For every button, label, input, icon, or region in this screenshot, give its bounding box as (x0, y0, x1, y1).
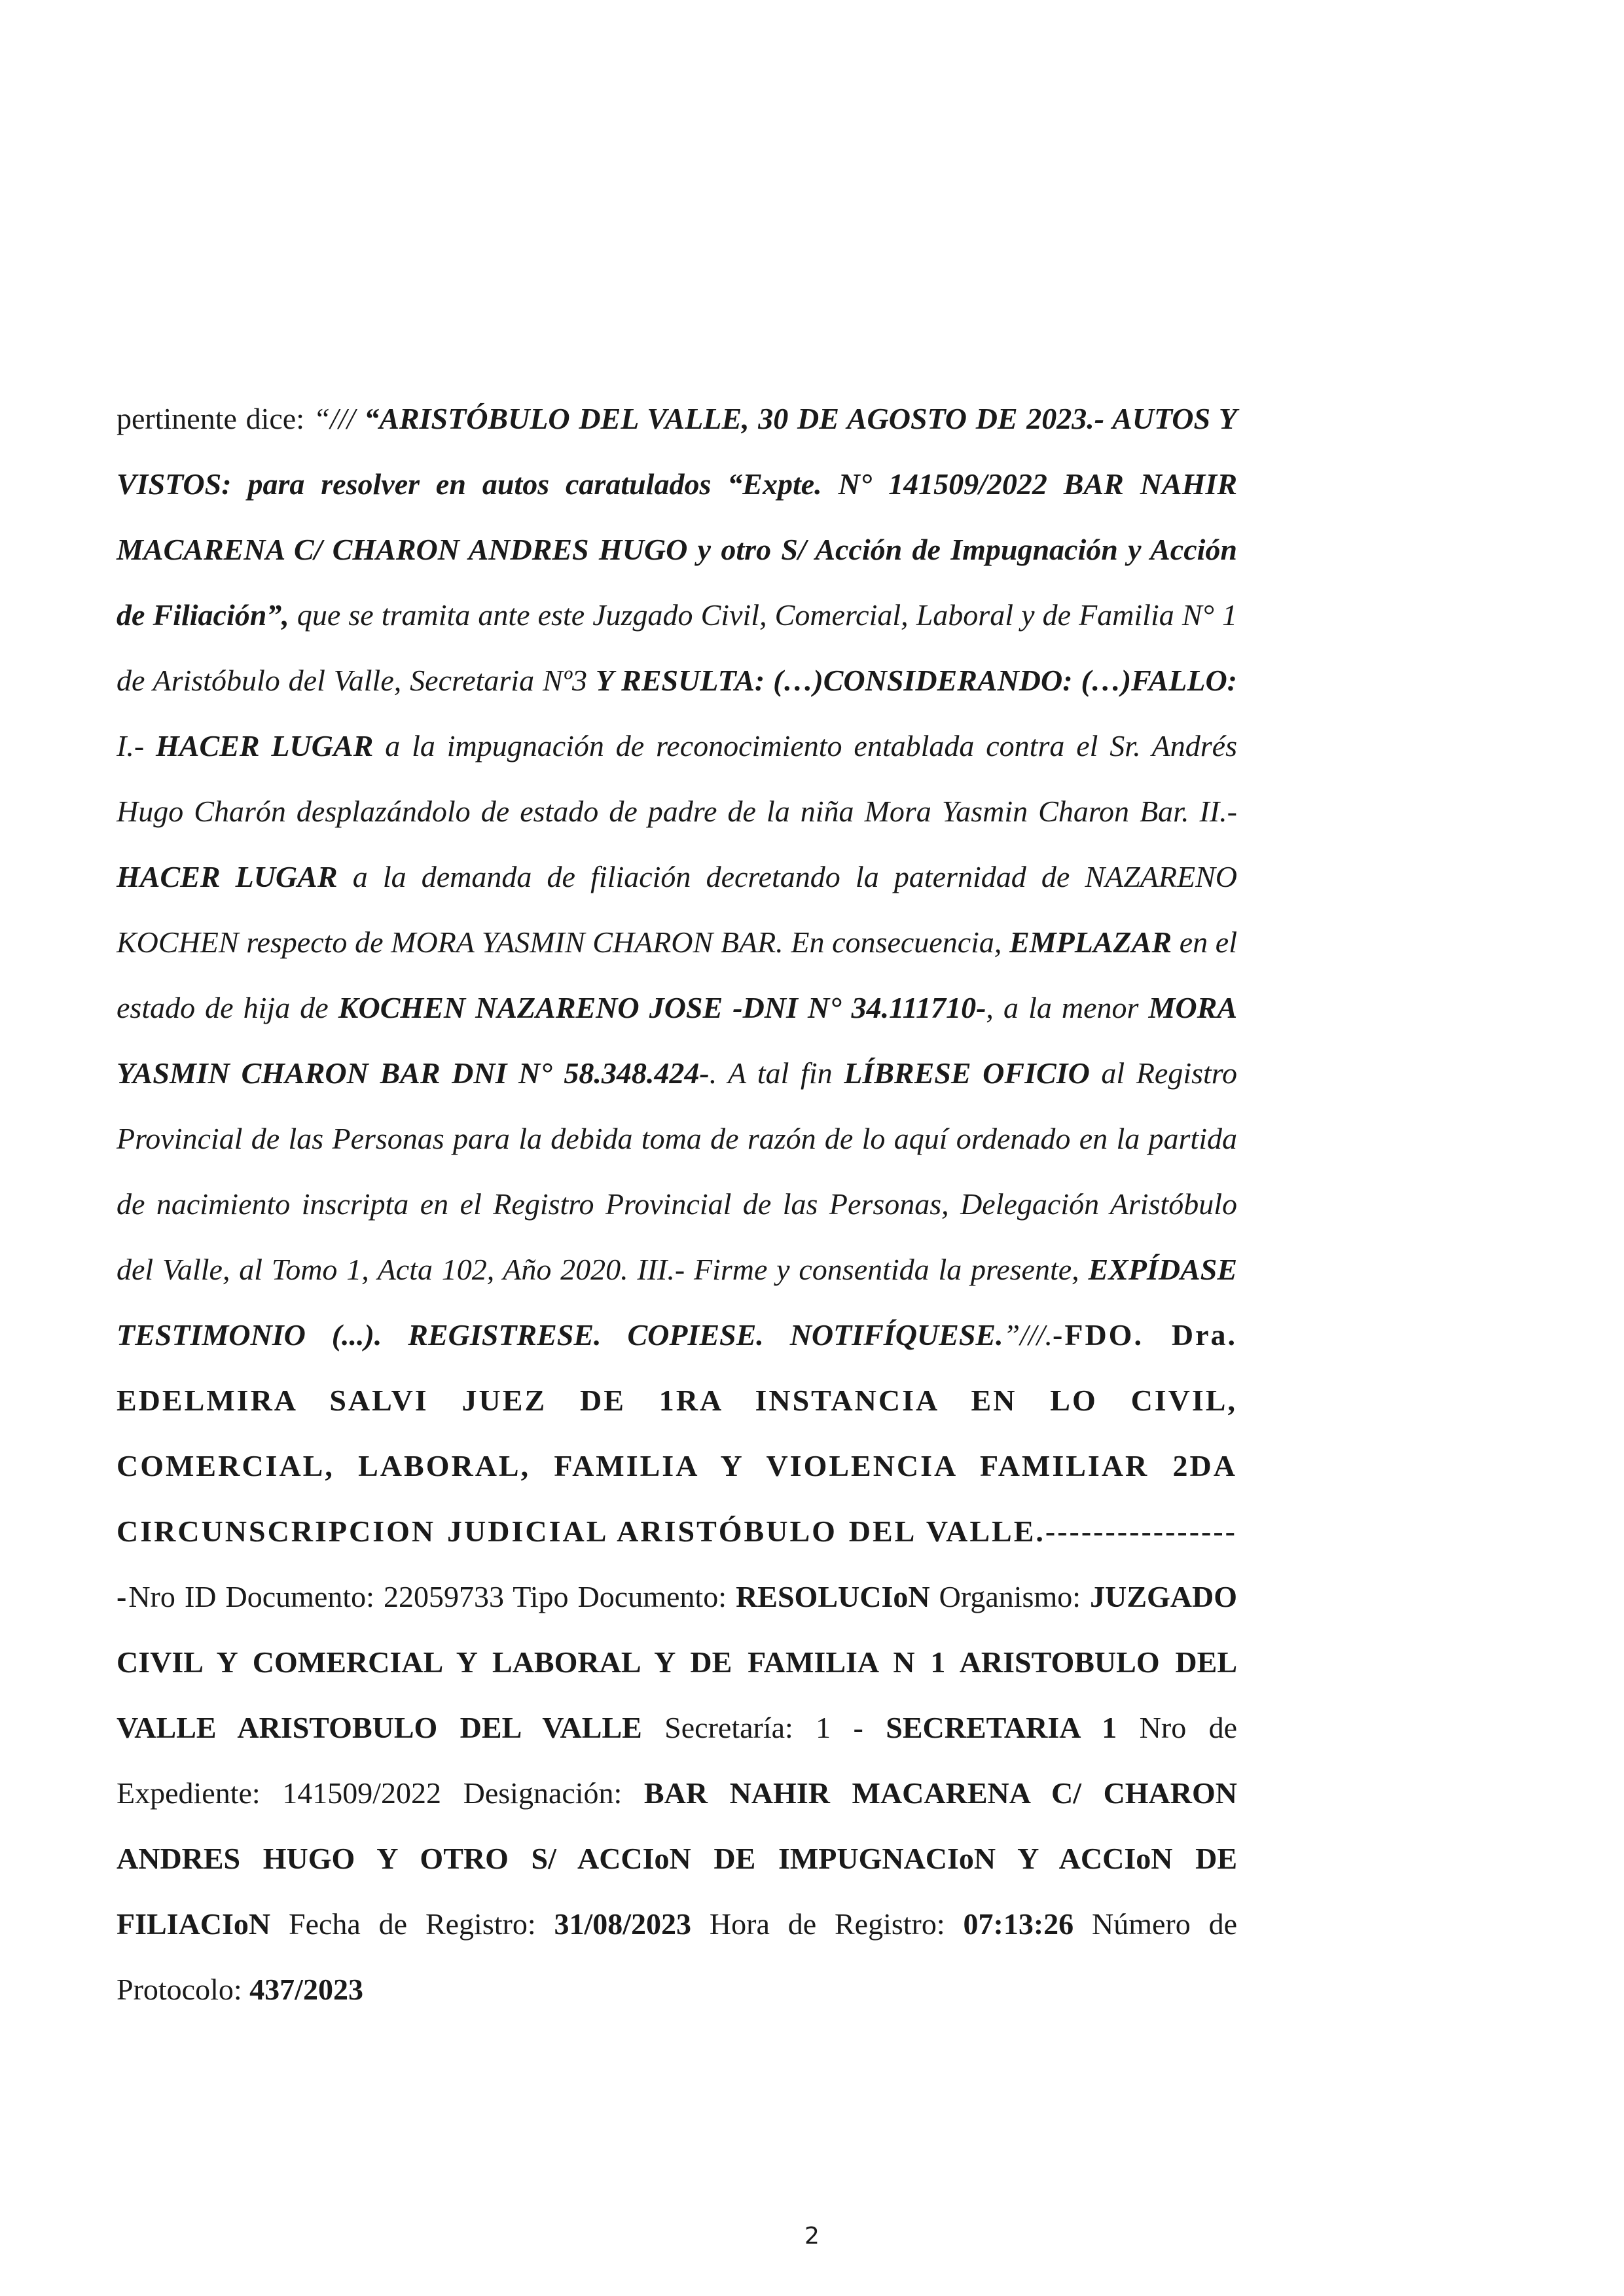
text-segment: ”///. (1003, 1318, 1053, 1352)
text-segment: pertinente dice: (117, 402, 314, 435)
text-segment: MORA YASMIN CHARON BAR DNI N° 58.348.424- (117, 991, 1238, 1090)
document-body (117, 386, 1237, 2022)
text-segment: Número de Protocolo: (117, 1907, 1238, 2006)
text-segment: 07:13:26 (963, 1907, 1092, 1941)
text-segment: RESOLUCIoN (736, 1580, 939, 1613)
text-segment: . A tal fin (709, 1056, 844, 1090)
text-segment: Fecha de Registro: (289, 1907, 554, 1941)
text-segment: I.- (117, 729, 156, 762)
text-segment: al Registro Provincial de las Personas para la debida toma de razón de lo aquí ordenado en la partida de nacimiento inscripta en el Registro Provincial de las Personas, Delegación Aristóbulo del Valle, al Tomo 1, Acta 102, Año 2020. III.- Firme y consentida la presente, (117, 1056, 1237, 1286)
text-segment: SECRETARIA 1 (886, 1711, 1140, 1744)
text-segment: 31/08/2023 (554, 1907, 710, 1941)
signature-block: -FDO. Dra. EDELMIRA SALVI JUEZ DE 1RA INSTANCIA EN LO CIVIL, COMERCIAL, LABORAL, FAMILIA Y VIOLENCIA FAMILIAR 2DA CIRCUNSCRIPCION JUDICIAL ARISTÓBULO DEL VALLE.----------------- (117, 1318, 1237, 1613)
text-segment: a la impugnación de reconocimiento entablada contra el Sr. Andrés Hugo Charón desplazándolo de estado de padre de la niña Mora Yasmin Charon Bar. II.- (117, 729, 1237, 828)
text-segment: Organismo: (939, 1580, 1091, 1613)
text-segment: Nro ID Documento: 22059733 Tipo Documento: (128, 1580, 736, 1613)
text-segment: a la demanda de filiación decretando la paternidad de NAZARENO KOCHEN respecto de MORA YASMIN CHARON BAR. En consecuencia, (117, 860, 1237, 959)
text-segment: Nro de Expediente: 141509/2022 Designación: (117, 1711, 1237, 1810)
text-segment: Secretaría: 1 - (664, 1711, 886, 1744)
text-segment: LÍBRESE OFICIO (844, 1056, 1102, 1090)
text-segment: en el estado de hija de (117, 925, 1237, 1024)
text-segment: BAR NAHIR MACARENA C/ CHARON ANDRES HUGO Y OTRO S/ ACCIoN DE IMPUGNACIoN Y ACCIoN DE FILIACIoN (117, 1776, 1238, 1941)
text-segment: JUZGADO CIVIL Y COMERCIAL Y LABORAL Y DE FAMILIA N 1 ARISTOBULO DEL VALLE ARISTOBULO DEL VALLE (117, 1580, 1238, 1744)
text-segment: “/// (313, 402, 365, 435)
text-segment: Hora de Registro: (709, 1907, 964, 1941)
page-number: 2 (804, 2223, 820, 2250)
text-segment: HACER LUGAR (156, 729, 386, 762)
text-segment: EMPLAZAR (1009, 925, 1180, 959)
text-segment: que se tramita ante este Juzgado Civil, Comercial, Laboral y de Familia N° 1 de Aristóbulo del Valle, Secretaria Nº3 (117, 598, 1237, 697)
text-segment: KOCHEN NAZARENO JOSE -DNI N° 34.111710- (338, 991, 986, 1024)
text-segment: “ARISTÓBULO DEL VALLE, 30 DE AGOSTO DE 2023.- AUTOS Y VISTOS: para resolver en autos caratulados “Expte. N° 141509/2022 BAR NAHIR MACARENA C/ CHARON ANDRES HUGO y otro S/ Acción de Impugnación y Acción de Filiación”, (117, 402, 1237, 632)
text-segment: 437/2023 (249, 1973, 363, 2006)
text-segment: , a la menor (986, 991, 1149, 1024)
text-segment: Y RESULTA: (…)CONSIDERANDO: (…)FALLO: (595, 664, 1237, 697)
text-segment: EXPÍDASE TESTIMONIO (...). REGISTRESE. COPIESE. NOTIFÍQUESE. (117, 1253, 1237, 1352)
text-segment: HACER LUGAR (117, 860, 353, 893)
